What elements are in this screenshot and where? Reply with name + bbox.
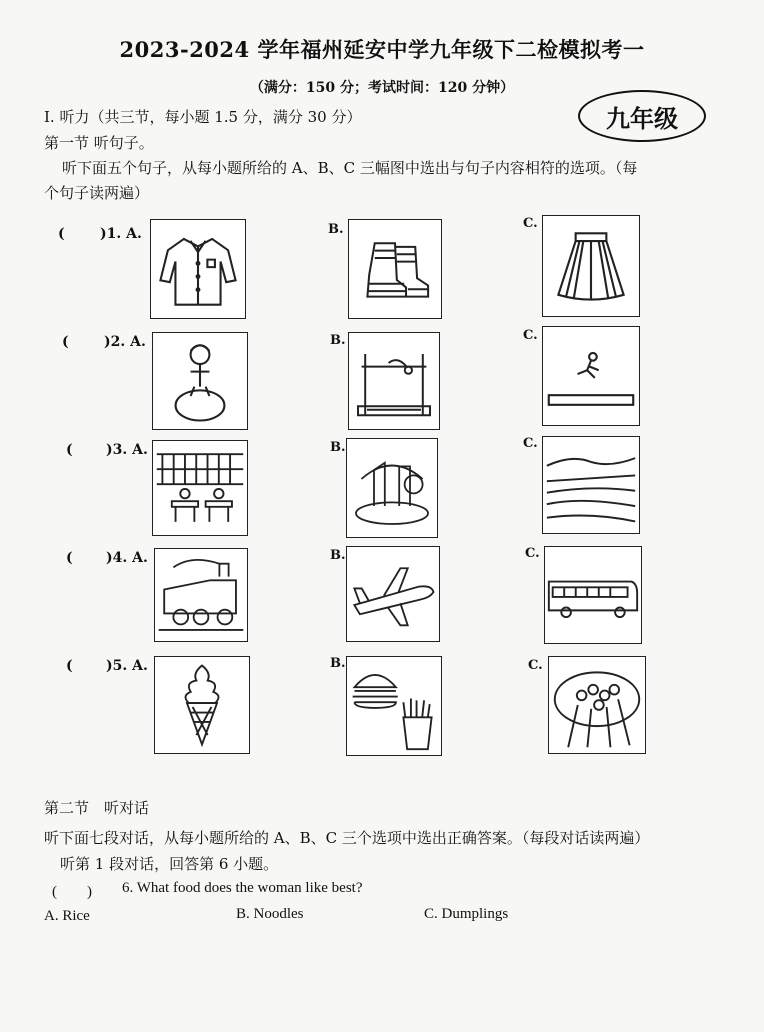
q4-option-c-label: C.: [525, 546, 540, 561]
q5-option-b-label: B.: [330, 656, 346, 671]
kebabs-icon: [548, 656, 646, 754]
exam-title: 2023-2024 学年福州延安中学九年级下二检模拟考一: [119, 37, 645, 62]
q1-number: )1. A.: [100, 226, 142, 242]
q6-bracket: ( ): [52, 884, 92, 900]
q1-option-c-label: C.: [523, 216, 538, 231]
section1-instruction-line2: 个句子读两遍）: [44, 184, 150, 202]
bus-icon: [544, 546, 642, 644]
grade-stamp: [578, 90, 706, 142]
q6-question: 6. What food does the woman like best?: [122, 880, 363, 896]
airplane-icon: [346, 546, 440, 642]
amusement-park-icon: [346, 438, 438, 538]
q1-bracket: (: [58, 226, 65, 242]
boots-icon: [348, 219, 442, 319]
part1-heading: Ⅰ. 听力（共三节，每小题 1.5 分，满分 30 分）: [44, 108, 362, 126]
high-jump-icon: [348, 332, 440, 430]
section1-instruction-line1: 听下面五个句子，从每小题所给的 A、B、C 三幅图中选出与句子内容相符的选项。（每: [62, 159, 638, 177]
grade-stamp-text: 九年级: [606, 103, 678, 133]
burger-fries-icon: [346, 656, 442, 756]
q5-option-c-label: C.: [528, 658, 543, 673]
q2-bracket: (: [62, 334, 69, 350]
long-jump-icon: [542, 326, 640, 426]
library-icon: [152, 440, 248, 536]
ice-cream-icon: [154, 656, 250, 754]
section2-instruction: 听下面七段对话，从每小题所给的 A、B、C 三个选项中选出正确答案。（每段对话读两遍）: [44, 829, 650, 847]
shirt-icon: [150, 219, 246, 319]
q3-number: )3. A.: [106, 442, 148, 458]
q2-option-c-label: C.: [523, 328, 538, 343]
q3-option-b-label: B.: [330, 440, 346, 455]
q4-option-b-label: B.: [330, 548, 346, 563]
q4-number: )4. A.: [106, 550, 148, 566]
q6-option-b: B. Noodles: [236, 906, 304, 922]
q3-bracket: (: [66, 442, 73, 458]
girl-jumping-ball-icon: [152, 332, 248, 430]
skirt-icon: [542, 215, 640, 317]
train-icon: [154, 548, 248, 642]
section2-title: 第二节 听对话: [44, 799, 150, 817]
section1-title: 第一节 听句子。: [44, 134, 154, 152]
q2-number: )2. A.: [104, 334, 146, 350]
q5-bracket: (: [66, 658, 73, 674]
dialog1-instruction: 听第 1 段对话，回答第 6 小题。: [60, 855, 279, 873]
q5-number: )5. A.: [106, 658, 148, 674]
q1-option-b-label: B.: [328, 222, 344, 237]
exam-subtitle: （满分：150 分；考试时间：120 分钟）: [249, 80, 515, 96]
q6-option-c: C. Dumplings: [424, 906, 509, 922]
q4-bracket: (: [66, 550, 73, 566]
q2-option-b-label: B.: [330, 333, 346, 348]
q3-option-c-label: C.: [523, 436, 538, 451]
q6-option-a: A. Rice: [44, 908, 90, 924]
beach-icon: [542, 436, 640, 534]
